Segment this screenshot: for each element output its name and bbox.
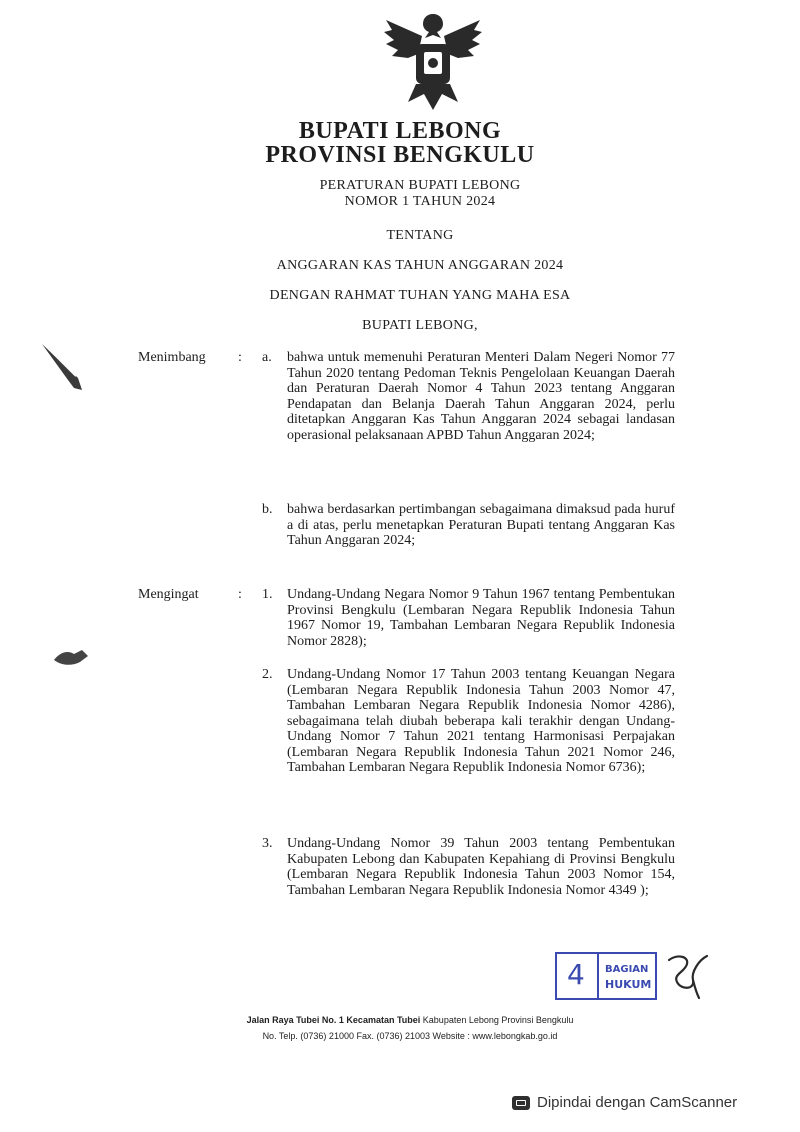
mengingat-item-marker: 2. (262, 667, 273, 682)
camscanner-icon (512, 1096, 530, 1110)
menimbang-item-text: bahwa untuk memenuhi Peraturan Menteri Dalam Negeri Nomor 77 Tahun 2020 tentang Pedoman Teknis Pengelolaan Keuangan Daerah dan Peraturan Daerah Nomor 4 Tahun 2023 tentang Anggaran Pendapatan dan Belanja Daerah Tahun Anggaran 2024, perlu ditetapkan Anggaran Kas Tahun Anggaran 2024 sebagai landasan operasional pelaksanaan APBD Tahun Anggaran 2024; (287, 350, 675, 443)
menimbang-item-marker: b. (262, 502, 273, 517)
stamp-box (555, 952, 657, 1000)
header-subtitle: PROVINSI BENGKULU (265, 142, 535, 168)
mengingat-colon: : (238, 587, 242, 602)
regulation-about: TENTANG (386, 228, 454, 243)
regulation-subject: ANGGARAN KAS TAHUN ANGGARAN 2024 (276, 258, 564, 273)
stamp-line2: HUKUM (605, 978, 652, 991)
regulation-issuer: BUPATI LEBONG, (362, 318, 478, 333)
mengingat-item-marker: 1. (262, 587, 273, 602)
regulation-type: PERATURAN BUPATI LEBONG (319, 178, 521, 193)
footer-address-rest: Kabupaten Lebong Provinsi Bengkulu (420, 1015, 574, 1025)
menimbang-label: Menimbang (138, 350, 206, 365)
regulation-invocation: DENGAN RAHMAT TUHAN YANG MAHA ESA (269, 288, 571, 303)
stamp-line1: BAGIAN (605, 964, 649, 975)
camscanner-watermark: Dipindai dengan CamScanner (537, 1094, 738, 1111)
footer-address (200, 1012, 620, 1028)
mengingat-item-text: Undang-Undang Nomor 39 Tahun 2003 tentang Pembentukan Kabupaten Lebong dan Kabupaten Kepahiang di Provinsi Bengkulu (Lembaran Negara Republik Indonesia Tahun 2003 Nomor 154, Tambahan Lembaran Negara Republik Indonesia Nomor 4349 ); (287, 836, 675, 898)
mengingat-item-text: Undang-Undang Nomor 17 Tahun 2003 tentang Keuangan Negara (Lembaran Negara Republik Indonesia Tahun 2003 Nomor 47, Tambahan Lembaran Negara Republik Indonesia Nomor 4286), sebagaimana telah diubah beberapa kali terakhir dengan Undang-Undang Nomor 7 Tahun 2021 tentang Harmonisasi Perpajakan (Lembaran Negara Republik Indonesia Tahun 2021 Nomor 246, Tambahan Lembaran Negara Republik Indonesia Nomor 6736); (287, 667, 675, 775)
footer-address-bold: Jalan Raya Tubei No. 1 Kecamatan Tubei (246, 1015, 421, 1025)
stamp-number: 4 (567, 958, 585, 991)
menimbang-item-marker: a. (262, 350, 272, 365)
initial-signature-icon (663, 950, 713, 1000)
header-title: BUPATI LEBONG (298, 118, 502, 144)
footer-contact: No. Telp. (0736) 21000 Fax. (0736) 21003 Website : www.lebongkab.go.id (262, 1031, 558, 1041)
ink-mark-icon (52, 646, 92, 668)
menimbang-colon: : (238, 350, 242, 365)
mengingat-label: Mengingat (138, 587, 199, 602)
mengingat-item-text: Undang-Undang Negara Nomor 9 Tahun 1967 tentang Pembentukan Provinsi Bengkulu (Lembaran Negara Republik Indonesia Tahun 1967 Nomor 19, Tambahan Lembaran Negara Republik Indonesia Nomor 2828); (287, 587, 675, 649)
mengingat-item-marker: 3. (262, 836, 273, 851)
garuda-emblem-icon (378, 6, 488, 116)
pen-mark-icon (38, 338, 98, 398)
stamp-divider (597, 954, 599, 998)
paraf-stamp (555, 950, 715, 1002)
regulation-number: NOMOR 1 TAHUN 2024 (344, 194, 496, 209)
menimbang-item-text: bahwa berdasarkan pertimbangan sebagaimana dimaksud pada huruf a di atas, perlu menetapkan Peraturan Bupati tentang Anggaran Kas Tahun Anggaran 2024; (287, 502, 675, 548)
